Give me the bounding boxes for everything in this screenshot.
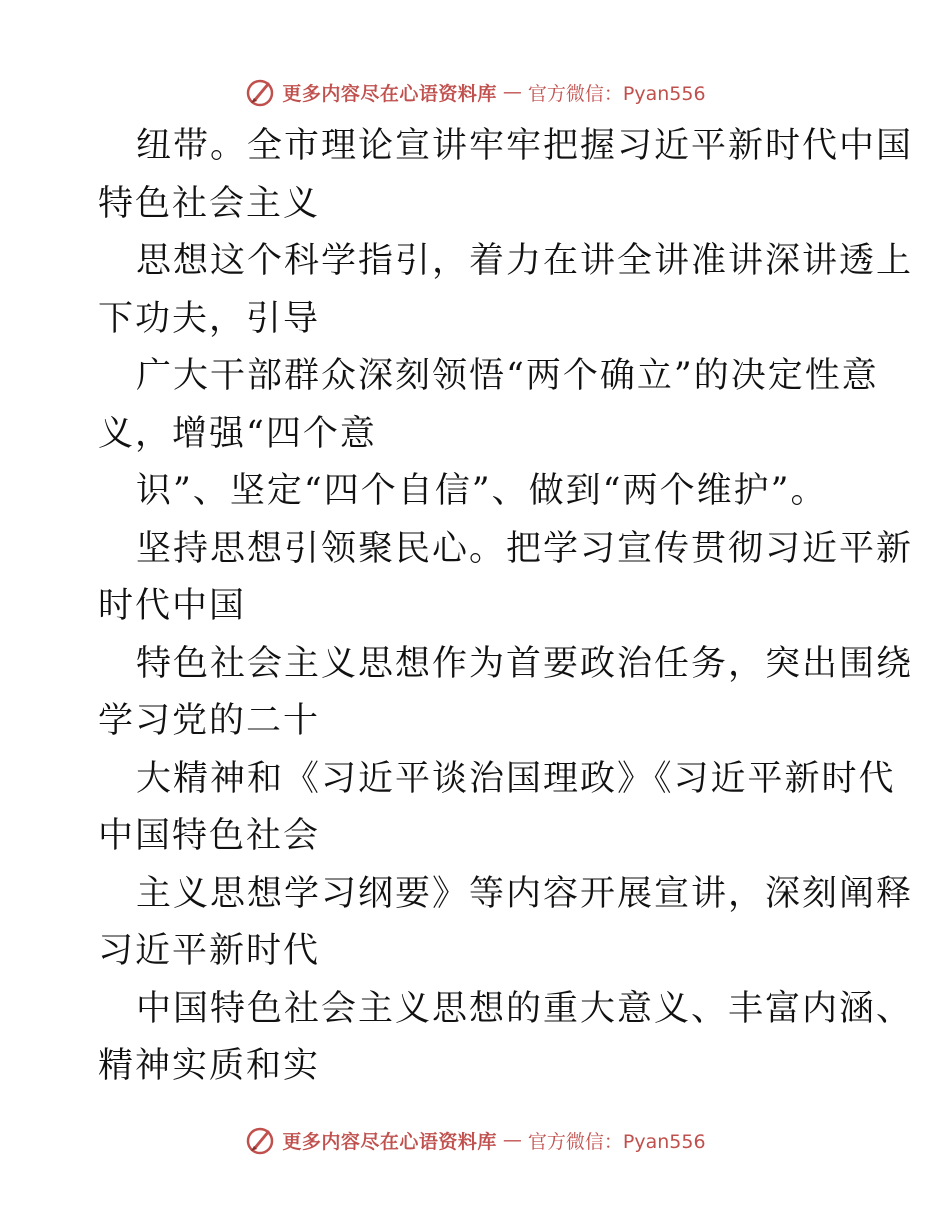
text-line: 特色社会主义思想作为首要政治任务，突出围绕 (136, 643, 914, 684)
text-line: 纽带。全市理论宣讲牢牢把握习近平新时代中国 (136, 126, 914, 166)
watermark-group (244, 76, 705, 108)
watermark-wechat-text: 官方微信：Pyan556 (527, 1130, 706, 1153)
text-line: 特色社会主义 (98, 183, 321, 224)
text-line: 学习党的二十 (98, 701, 321, 741)
text-line: 大精神和《习近平谈治国理政》《习近平新时代 (136, 758, 896, 799)
watermark-separator: — (502, 1129, 522, 1151)
text-line: 下功夫，引导 (98, 298, 321, 339)
text-line: 思想这个科学指引，着力在讲全讲准讲深讲透上 (136, 241, 914, 281)
text-line: 广大干部群众深刻领悟“两个确立”的决定性意 (136, 356, 879, 396)
watermark-site-text: 更多内容尽在心语资料库 (282, 82, 497, 105)
text-line: 时代中国 (98, 586, 247, 626)
watermark-group (244, 1124, 705, 1156)
quill-pen-logo-icon (244, 1124, 276, 1156)
text-line: 中国特色社会主义思想的重大意义、丰富内涵、 (136, 988, 914, 1029)
text-line: 中国特色社会 (98, 816, 321, 856)
text-line: 坚持思想引领聚民心。把学习宣传贯彻习近平新 (136, 528, 914, 569)
text-line: 义，增强“四个意 (98, 413, 377, 454)
document-body (98, 118, 914, 1096)
quill-pen-logo-icon (244, 76, 276, 108)
watermark-separator: — (502, 81, 522, 103)
header-watermark (0, 72, 950, 112)
watermark-wechat-text: 官方微信：Pyan556 (527, 82, 706, 105)
text-line: 习近平新时代 (98, 931, 321, 971)
footer-watermark (0, 1120, 950, 1160)
watermark-site-text: 更多内容尽在心语资料库 (282, 1130, 497, 1153)
text-line: 主义思想学习纲要》等内容开展宣讲，深刻阐释 (136, 873, 914, 914)
text-line: 识”、坚定“四个自信”、做到“两个维护”。 (136, 471, 828, 511)
text-line: 精神实质和实 (98, 1046, 321, 1086)
